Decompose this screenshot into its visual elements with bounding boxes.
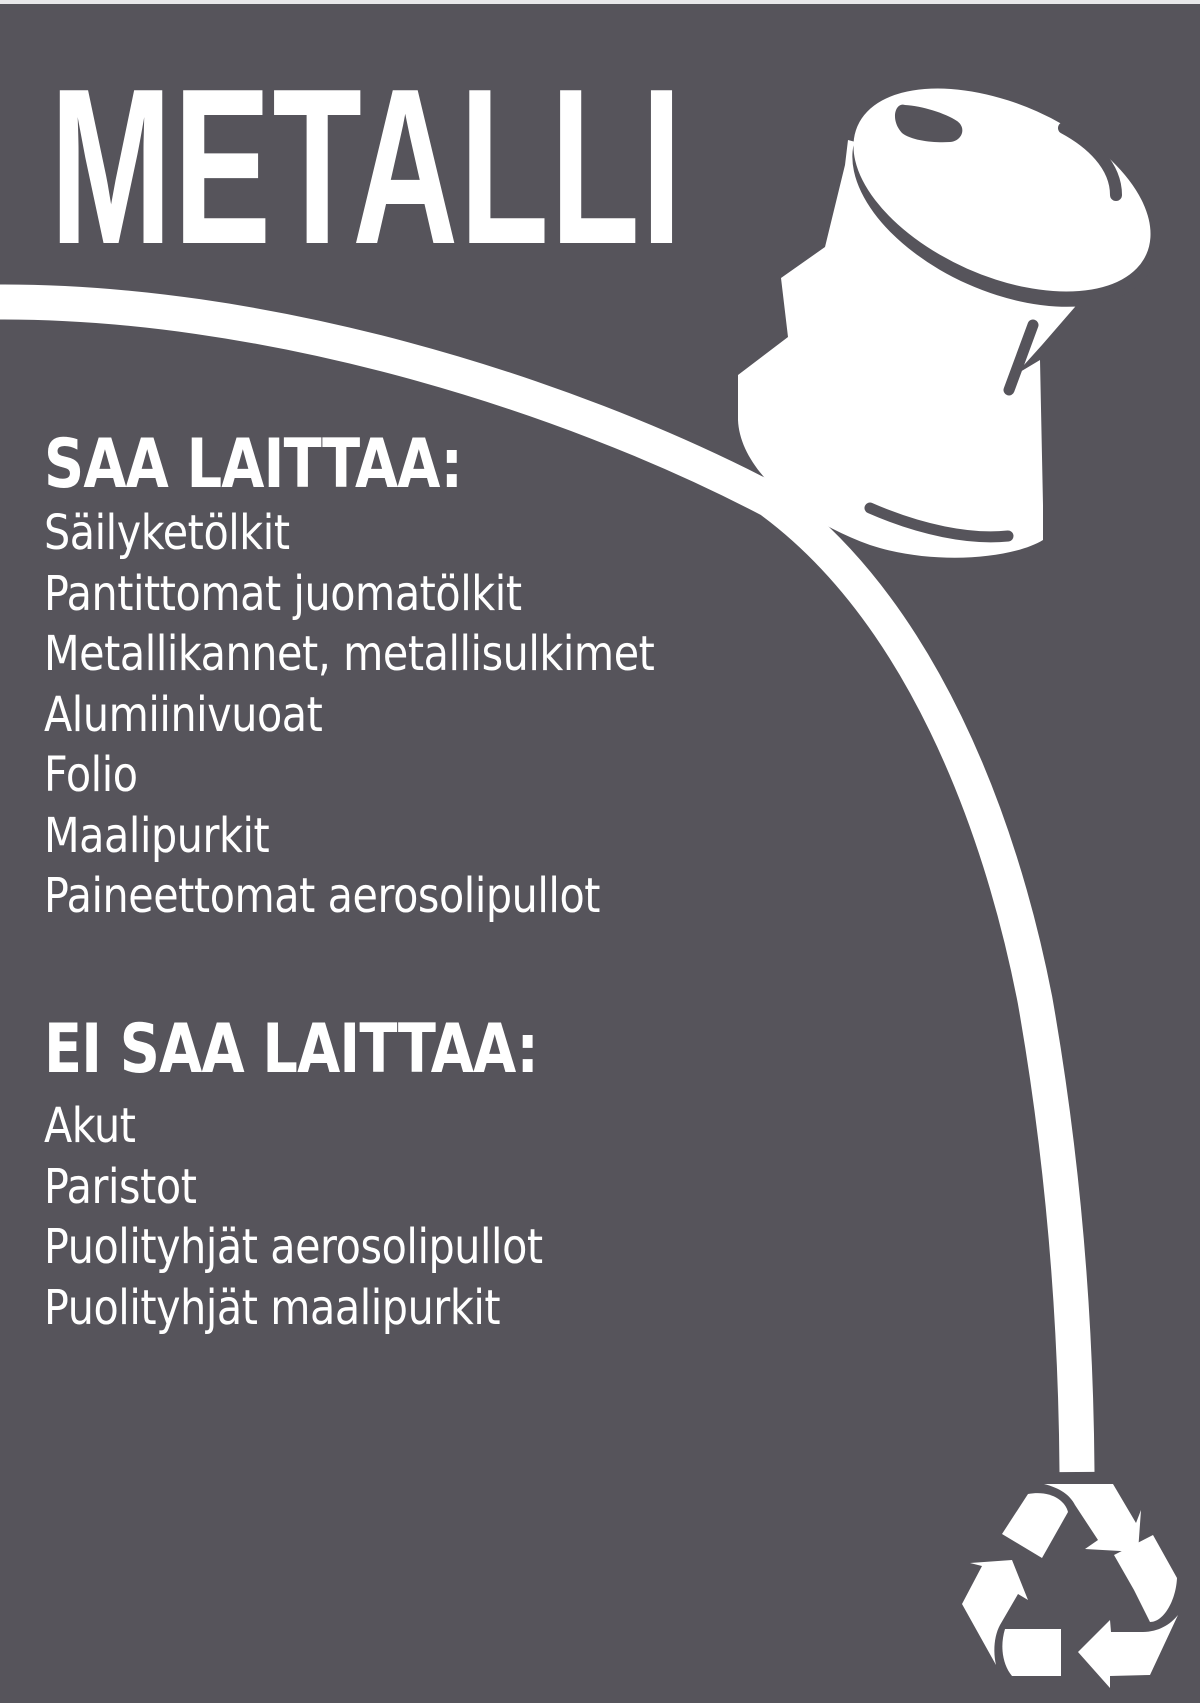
allowed-heading: SAA LAITTAA: [44,425,463,504]
allowed-item: Säilyketölkit [44,505,290,561]
not-allowed-list [44,1096,624,1338]
allowed-item: Alumiinivuoat [44,686,323,743]
poster-title: METALLI [50,43,684,291]
not-allowed-heading: EI SAA LAITTAA: [44,1010,538,1089]
allowed-item: Paineettomat aerosolipullot [44,868,601,924]
recycling-symbol-icon [962,1484,1178,1688]
allowed-item: Pantittomat juomatölkit [44,565,522,622]
allowed-item: Metallikannet, metallisulkimet [44,626,655,682]
not-allowed-item: Puolityhjät aerosolipullot [44,1219,543,1275]
allowed-list [44,503,754,927]
not-allowed-item: Puolityhjät maalipurkit [44,1279,501,1336]
not-allowed-item: Paristot [44,1158,197,1215]
allowed-item: Folio [44,747,138,803]
not-allowed-item: Akut [44,1098,136,1154]
allowed-item: Maalipurkit [44,807,270,864]
crushed-tin-can-icon [738,47,1190,558]
